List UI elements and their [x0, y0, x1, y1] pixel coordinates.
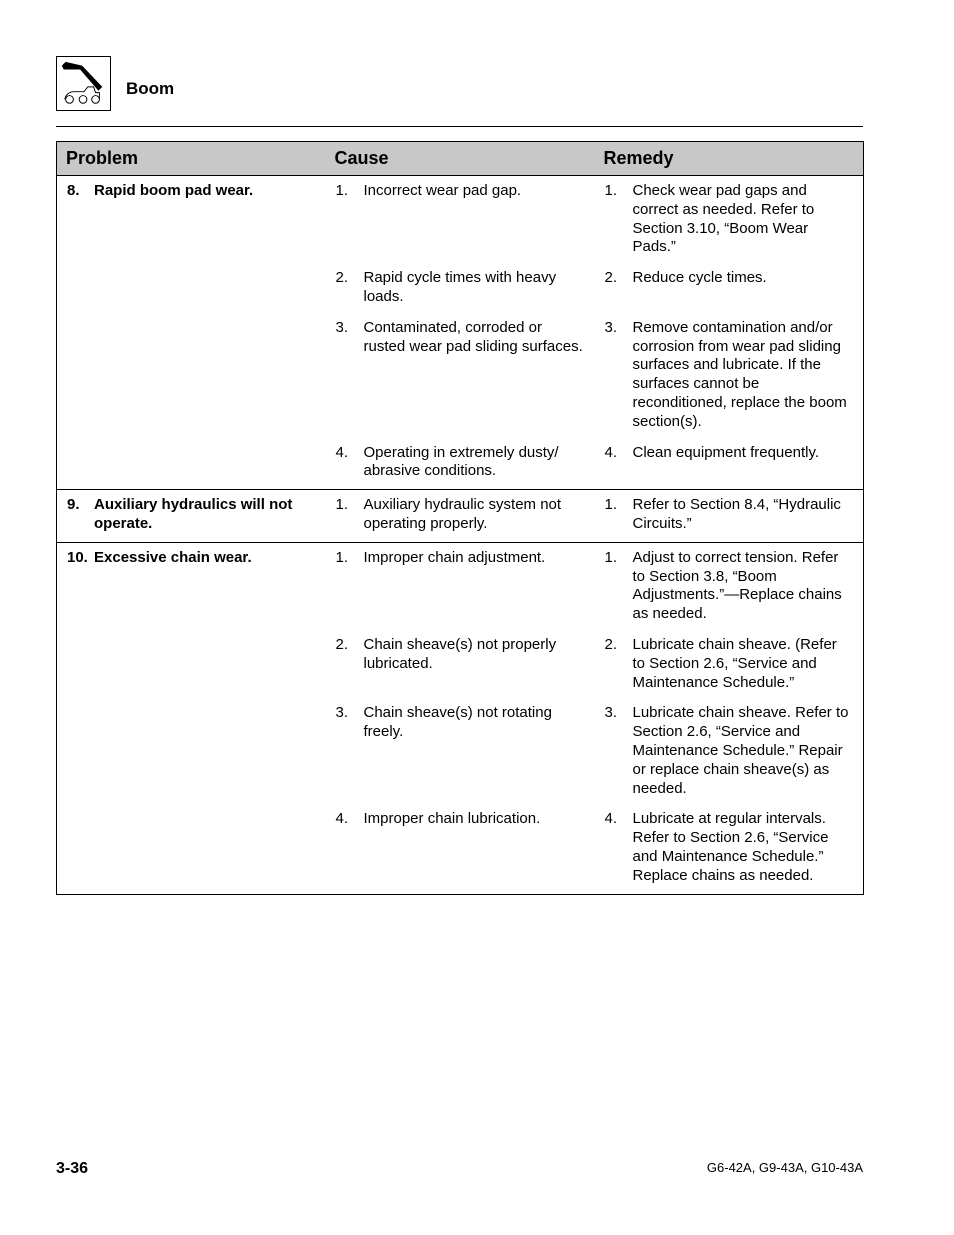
- remedy-item: [595, 269, 864, 288]
- remedy-number: 2.: [604, 269, 618, 287]
- problem-text: Auxiliary hydraulics will not operate.: [94, 496, 293, 532]
- cause-number: 4.: [335, 810, 349, 828]
- table-row: [57, 542, 864, 636]
- remedy-item: [595, 182, 864, 257]
- cause-item: [326, 444, 595, 482]
- problem-text: Excessive chain wear.: [94, 548, 252, 566]
- cause-number: 1.: [335, 182, 349, 199]
- remedy-number: 3.: [604, 704, 618, 722]
- remedy-text: Remove contamination and/or corrosion from wear pad sliding surfaces and lubricate. If the surfaces cannot be reconditioned, replace the boom section(s).: [632, 318, 847, 430]
- cause-text: Chain sheave(s) not properly lubricated.: [363, 635, 557, 672]
- troubleshooting-table: [56, 141, 864, 895]
- remedy-item: [595, 549, 864, 624]
- remedy-item: [595, 704, 864, 798]
- remedy-text: Lubricate chain sheave. Refer to Section 2.6, “Service and Maintenance Schedule.” Repair or replace chain sheave(s) as needed.: [632, 704, 849, 797]
- remedy-text: Refer to Section 8.4, “Hydraulic Circuits.”: [632, 496, 841, 532]
- remedy-item: [595, 444, 864, 463]
- remedy-item: [595, 636, 864, 692]
- cause-item: [326, 704, 595, 742]
- problem-number: 8.: [67, 182, 80, 199]
- cause-text: Operating in extremely dusty/ abrasive conditions.: [363, 443, 559, 480]
- remedy-item: [595, 319, 864, 432]
- cause-item: [326, 269, 595, 307]
- cause-item: [326, 636, 595, 674]
- header-divider: [56, 126, 863, 127]
- cause-item: [326, 319, 595, 357]
- cause-text: Incorrect wear pad gap.: [363, 182, 522, 199]
- column-header-cause: Cause: [326, 142, 595, 176]
- remedy-item: [595, 810, 864, 885]
- cause-number: 2.: [335, 635, 349, 653]
- telehandler-boom-icon: [56, 56, 111, 111]
- problem-text: Rapid boom pad wear.: [94, 182, 254, 199]
- cause-number: 3.: [335, 704, 349, 722]
- remedy-number: 1.: [604, 182, 618, 199]
- remedy-text: Check wear pad gaps and correct as needed. Refer to Section 3.10, “Boom Wear Pads.”: [632, 182, 815, 256]
- problem-number: 10.: [67, 548, 88, 566]
- model-numbers: G6-42A, G9-43A, G10-43A: [706, 1160, 863, 1175]
- cause-text: Rapid cycle times with heavy loads.: [363, 269, 557, 305]
- cause-text: Auxiliary hydraulic system not operating properly.: [363, 496, 562, 532]
- problem-cell: [57, 496, 326, 534]
- remedy-text: Clean equipment frequently.: [632, 443, 820, 461]
- section-title: Boom: [126, 79, 175, 98]
- remedy-number: 3.: [604, 318, 618, 336]
- cause-number: 1.: [335, 548, 349, 566]
- remedy-text: Adjust to correct tension. Refer to Section 3.8, “Boom Adjustments.”—Replace chains as needed.: [632, 548, 842, 623]
- remedy-item: [595, 496, 864, 534]
- cause-number: 3.: [335, 318, 349, 336]
- table-row: [57, 490, 864, 543]
- cause-number: 4.: [335, 443, 349, 461]
- cause-text: Improper chain lubrication.: [363, 810, 541, 828]
- cause-text: Contaminated, corroded or rusted wear pad sliding surfaces.: [363, 318, 583, 355]
- remedy-number: 1.: [604, 496, 618, 514]
- cause-text: Improper chain adjustment.: [363, 548, 546, 566]
- remedy-number: 4.: [604, 443, 618, 461]
- remedy-text: Lubricate at regular intervals. Refer to Section 2.6, “Service and Maintenance Schedule.” Replace chains as needed.: [632, 810, 829, 884]
- cause-number: 1.: [335, 496, 349, 514]
- remedy-number: 2.: [604, 635, 618, 653]
- remedy-text: Lubricate chain sheave. (Refer to Section 2.6, “Service and Maintenance Schedule.”: [632, 635, 837, 691]
- problem-cell: [57, 182, 326, 201]
- remedy-number: 4.: [604, 810, 618, 828]
- page-number: 3-36: [56, 1160, 89, 1177]
- problem-number: 9.: [67, 496, 80, 514]
- cause-item: [326, 182, 595, 201]
- column-header-remedy: Remedy: [595, 142, 864, 176]
- column-header-problem: Problem: [57, 142, 326, 176]
- table-row: [57, 176, 864, 270]
- cause-item: [326, 810, 595, 829]
- cause-text: Chain sheave(s) not rotating freely.: [363, 704, 552, 741]
- problem-cell: [57, 549, 326, 568]
- remedy-text: Reduce cycle times.: [632, 269, 767, 287]
- cause-item: [326, 549, 595, 568]
- cause-number: 2.: [335, 269, 349, 287]
- cause-item: [326, 496, 595, 534]
- table-header-row: [57, 142, 864, 176]
- remedy-number: 1.: [604, 548, 618, 566]
